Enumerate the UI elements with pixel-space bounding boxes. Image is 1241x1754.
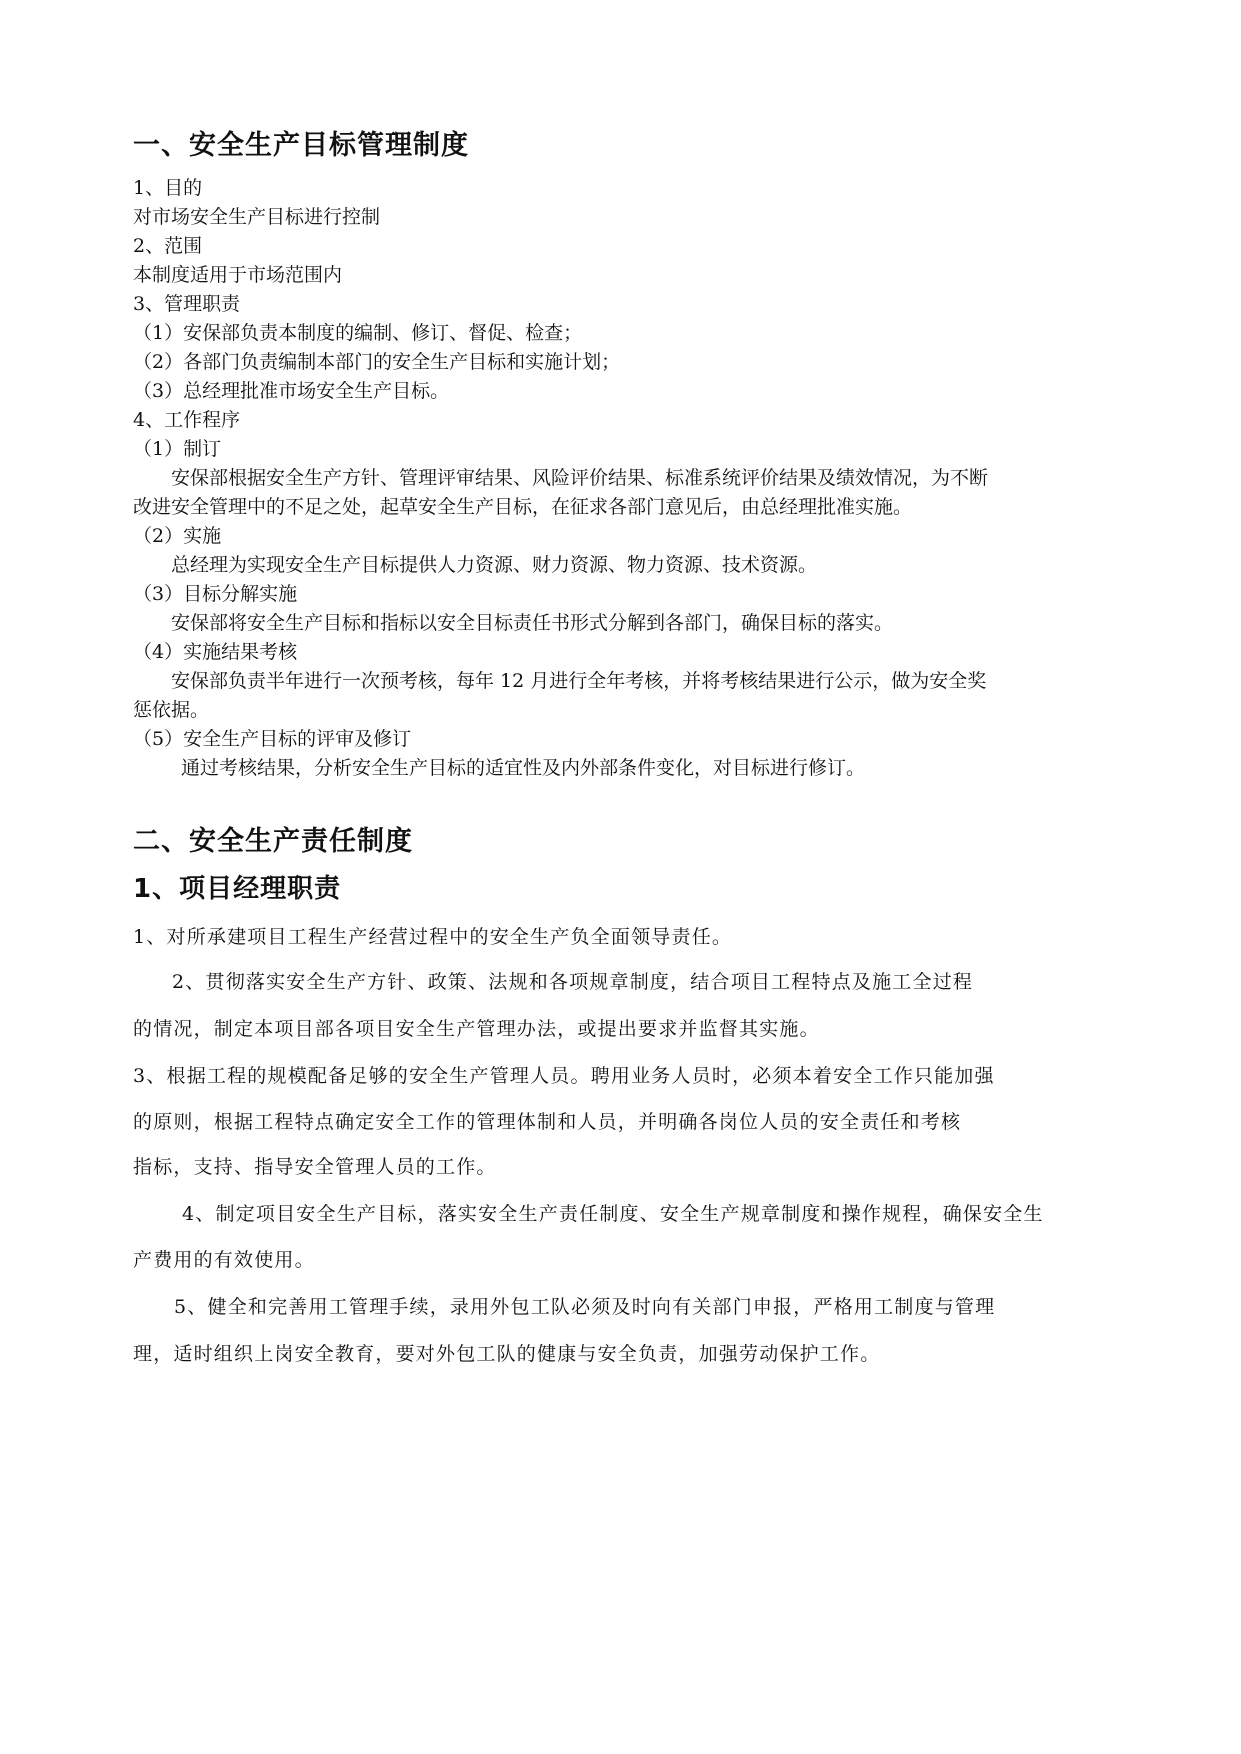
paragraph: （1）制订 — [133, 438, 222, 460]
paragraph: （2）实施 — [133, 525, 222, 547]
paragraph: 1、对所承建项目工程生产经营过程中的安全生产负全面领导责任。 — [133, 926, 733, 948]
paragraph: 3、根据工程的规模配备足够的安全生产管理人员。聘用业务人员时，必须本着安全工作只能加强 — [133, 1065, 995, 1087]
paragraph: 惩依据。 — [133, 699, 210, 721]
paragraph: 改进安全管理中的不足之处，起草安全生产目标，在征求各部门意见后，由总经理批准实施。 — [133, 496, 913, 518]
paragraph: （3）总经理批准市场安全生产目标。 — [133, 380, 450, 402]
paragraph: 的情况，制定本项目部各项目安全生产管理办法，或提出要求并监督其实施。 — [133, 1018, 820, 1040]
paragraph: 产费用的有效使用。 — [133, 1249, 315, 1271]
paragraph: 2、范围 — [133, 235, 203, 257]
paragraph: （5）安全生产目标的评审及修订 — [133, 728, 412, 750]
paragraph: 安保部将安全生产目标和指标以安全目标责任书形式分解到各部门，确保目标的落实。 — [171, 612, 894, 634]
paragraph: 4、制定项目安全生产目标，落实安全生产责任制度、安全生产规章制度和操作规程，确保安全生 — [182, 1203, 1044, 1225]
section-2-title: 二、安全生产责任制度 — [133, 826, 413, 857]
paragraph: 通过考核结果，分析安全生产目标的适宜性及内外部条件变化，对目标进行修订。 — [181, 757, 866, 779]
paragraph: 安保部负责半年进行一次预考核，每年 12 月进行全年考核，并将考核结果进行公示，做为安全奖 — [171, 670, 987, 692]
paragraph: 2、贯彻落实安全生产方针、政策、法规和各项规章制度，结合项目工程特点及施工全过程 — [172, 971, 974, 993]
paragraph: 4、工作程序 — [133, 409, 241, 431]
section-2-subtitle: 1、项目经理职责 — [133, 874, 342, 904]
paragraph: （2）各部门负责编制本部门的安全生产目标和实施计划； — [133, 351, 621, 373]
paragraph: 指标，支持、指导安全管理人员的工作。 — [133, 1156, 497, 1178]
paragraph: 总经理为实现安全生产目标提供人力资源、财力资源、物力资源、技术资源。 — [171, 554, 818, 576]
paragraph: 5、健全和完善用工管理手续，录用外包工队必须及时向有关部门申报，严格用工制度与管理 — [174, 1296, 996, 1318]
paragraph: 的原则，根据工程特点确定安全工作的管理体制和人员，并明确各岗位人员的安全责任和考核 — [133, 1111, 962, 1133]
paragraph: 对市场安全生产目标进行控制 — [133, 206, 381, 228]
paragraph: 1、目的 — [133, 177, 203, 199]
paragraph: 理，适时组织上岗安全教育，要对外包工队的健康与安全负责，加强劳动保护工作。 — [133, 1343, 881, 1365]
paragraph: 3、管理职责 — [133, 293, 241, 315]
paragraph: （1）安保部负责本制度的编制、修订、督促、检查； — [133, 322, 583, 344]
paragraph: 安保部根据安全生产方针、管理评审结果、风险评价结果、标准系统评价结果及绩效情况，为不断 — [171, 467, 989, 489]
paragraph: 本制度适用于市场范围内 — [133, 264, 343, 286]
paragraph: （3）目标分解实施 — [133, 583, 298, 605]
section-1-title: 一、安全生产目标管理制度 — [133, 130, 469, 161]
paragraph: （4）实施结果考核 — [133, 641, 298, 663]
